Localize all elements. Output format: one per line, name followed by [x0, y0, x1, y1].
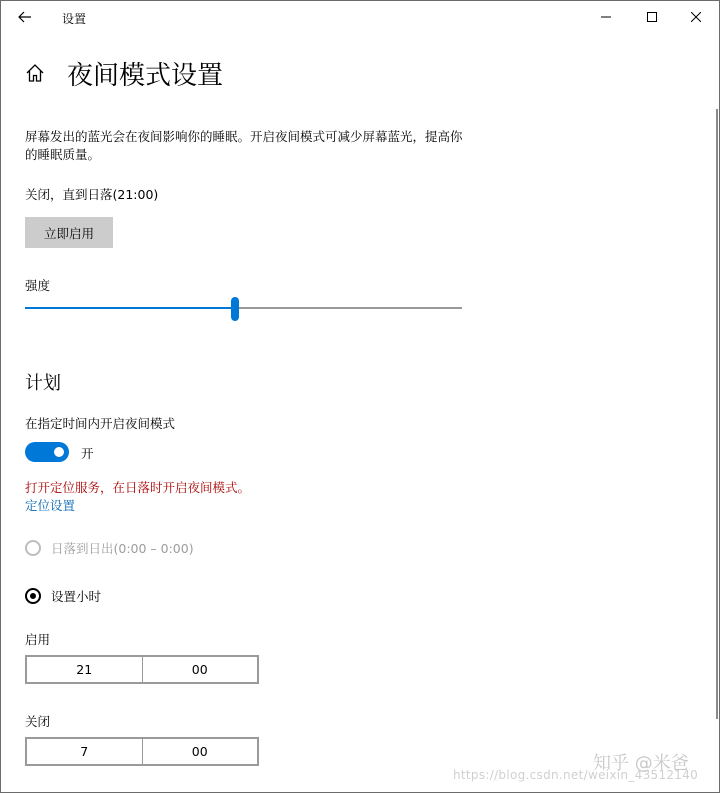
- back-arrow-icon[interactable]: [13, 6, 37, 28]
- schedule-heading: 计划: [25, 373, 61, 394]
- home-icon[interactable]: [25, 63, 45, 87]
- radio-label: 日落到日出(0:00 – 0:00): [51, 541, 194, 556]
- enable-now-button[interactable]: 立即启用: [25, 217, 113, 248]
- radio-sunset-to-sunrise[interactable]: [25, 538, 194, 558]
- scrollbar[interactable]: [716, 109, 718, 719]
- close-button[interactable]: [673, 1, 719, 33]
- zhihu-watermark: 知乎 @米爸: [593, 753, 689, 774]
- turn-off-minute[interactable]: 00: [142, 739, 258, 764]
- strength-slider[interactable]: [25, 297, 462, 321]
- window-title: 设置: [62, 12, 87, 26]
- turn-on-time-picker[interactable]: [25, 655, 259, 684]
- radio-circle: [25, 588, 41, 604]
- toggle-knob: [54, 447, 64, 457]
- turn-on-minute[interactable]: 00: [142, 657, 258, 682]
- url-watermark: https://blog.csdn.net/weixin_43512140: [453, 768, 699, 782]
- maximize-icon: [647, 12, 657, 22]
- turn-on-label: 启用: [25, 632, 51, 647]
- slider-thumb[interactable]: [231, 297, 239, 321]
- slider-fill: [25, 307, 235, 309]
- strength-label: 强度: [25, 278, 51, 293]
- location-settings-link[interactable]: 定位设置: [25, 498, 76, 513]
- minimize-button[interactable]: [583, 1, 629, 33]
- close-icon: [691, 12, 701, 22]
- page-title: 夜间模式设置: [67, 61, 224, 91]
- radio-selected-dot: [30, 593, 36, 599]
- turn-off-hour[interactable]: 7: [80, 744, 89, 759]
- maximize-button[interactable]: [629, 1, 675, 33]
- description-text: 屏幕发出的蓝光会在夜间影响你的睡眠。开启夜间模式可减少屏幕蓝光，提高你的睡眠质量。: [25, 129, 463, 162]
- radio-circle: [25, 540, 41, 556]
- radio-label: 设置小时: [51, 589, 102, 604]
- turn-on-hour[interactable]: 21: [76, 662, 93, 677]
- schedule-toggle-label: 在指定时间内开启夜间模式: [25, 416, 176, 431]
- schedule-toggle[interactable]: [25, 442, 69, 462]
- turn-off-label: 关闭: [25, 714, 51, 729]
- location-warning: 打开定位服务，在日落时开启夜间模式。: [25, 480, 251, 495]
- minimize-icon: [601, 12, 611, 22]
- radio-set-hours[interactable]: [25, 586, 101, 606]
- status-text: 关闭，直到日落(21:00): [25, 187, 159, 202]
- toggle-state-text: 开: [81, 446, 94, 461]
- title-bar: [1, 1, 719, 33]
- turn-off-time-picker[interactable]: [25, 737, 259, 766]
